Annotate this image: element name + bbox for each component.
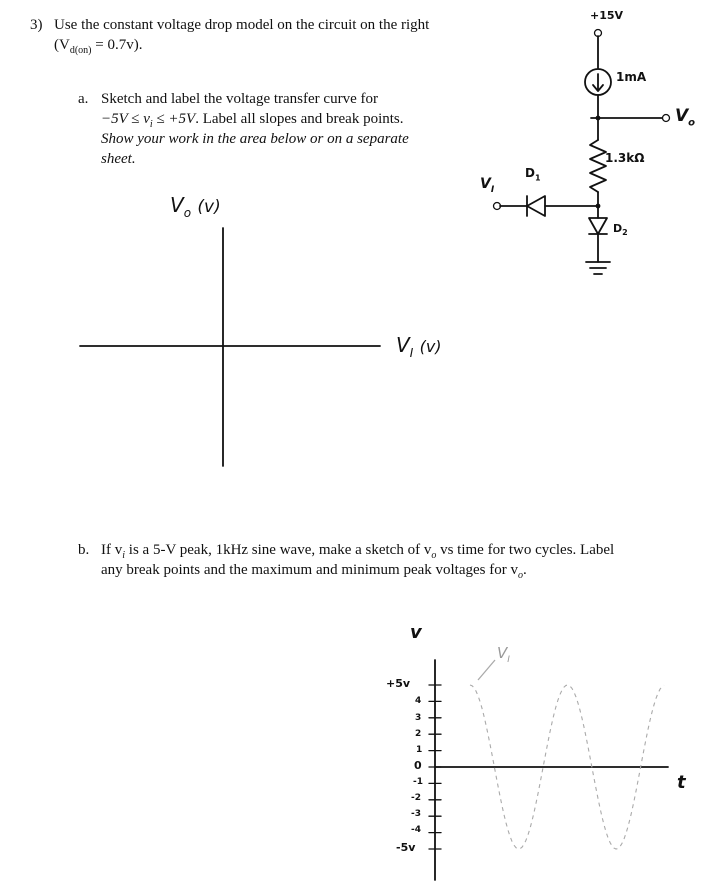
problem-statement-line2: $(V_{d(on)} = 0.7v)$. xyxy=(54,37,143,56)
tick-label-2: 2 xyxy=(415,729,422,739)
diode1-label: $D_1$ xyxy=(525,166,541,183)
part-a-line4: sheet. xyxy=(101,151,136,167)
part-b-line1: If $v_i$ is a 5-V peak, 1kHz sine wave, make a sketch of $v_o$ vs time for two cycles. Label xyxy=(101,542,615,561)
part-a-line3: Show your work in the area below or on a separate xyxy=(101,131,409,147)
part-b-marker: b. xyxy=(78,542,90,558)
vtc-x-axis-label: $V_I$ (v) xyxy=(396,333,442,360)
supply-label: +15V xyxy=(590,9,624,22)
problem-number: 3) xyxy=(30,17,43,33)
diode2-label: $D_2$ xyxy=(613,222,628,238)
curve-label-pointer xyxy=(478,660,495,680)
tick-label-1: 1 xyxy=(416,745,423,755)
tick-label-minus5: -5v xyxy=(396,841,416,854)
input-label: $V_I$ xyxy=(480,176,495,195)
tick-label-minus2: -2 xyxy=(411,793,421,803)
tick-label-0: 0 xyxy=(414,759,422,772)
time-plot-x-label: t xyxy=(677,772,686,793)
vtc-y-axis-label: $V_o$ (v) xyxy=(170,193,221,220)
current-source-label: 1mA xyxy=(616,70,647,84)
tick-label-minus1: -1 xyxy=(413,777,423,787)
tick-label-4: 4 xyxy=(415,696,422,706)
problem-statement-line1: Use the constant voltage drop model on the circuit on the right xyxy=(54,17,430,33)
part-a-marker: a. xyxy=(78,91,89,107)
time-plot-y-label: v xyxy=(410,622,422,643)
curve-label: $V_I$ xyxy=(497,644,510,665)
tick-label-3: 3 xyxy=(415,713,422,723)
resistor-label: 1.3kΩ xyxy=(605,151,645,165)
part-a-line1: Sketch and label the voltage transfer curve for xyxy=(101,91,378,107)
tick-label-plus5: +5v xyxy=(386,677,411,690)
output-label: $V_o$ xyxy=(675,106,696,129)
part-a-line2: $-5V \le v_i \le +5V$. Label all slopes and break points. xyxy=(101,111,404,130)
tick-label-minus3: -3 xyxy=(411,809,421,819)
tick-label-minus4: -4 xyxy=(411,825,421,835)
part-b-line2: any break points and the maximum and minimum peak voltages for $v_o$. xyxy=(101,562,527,581)
